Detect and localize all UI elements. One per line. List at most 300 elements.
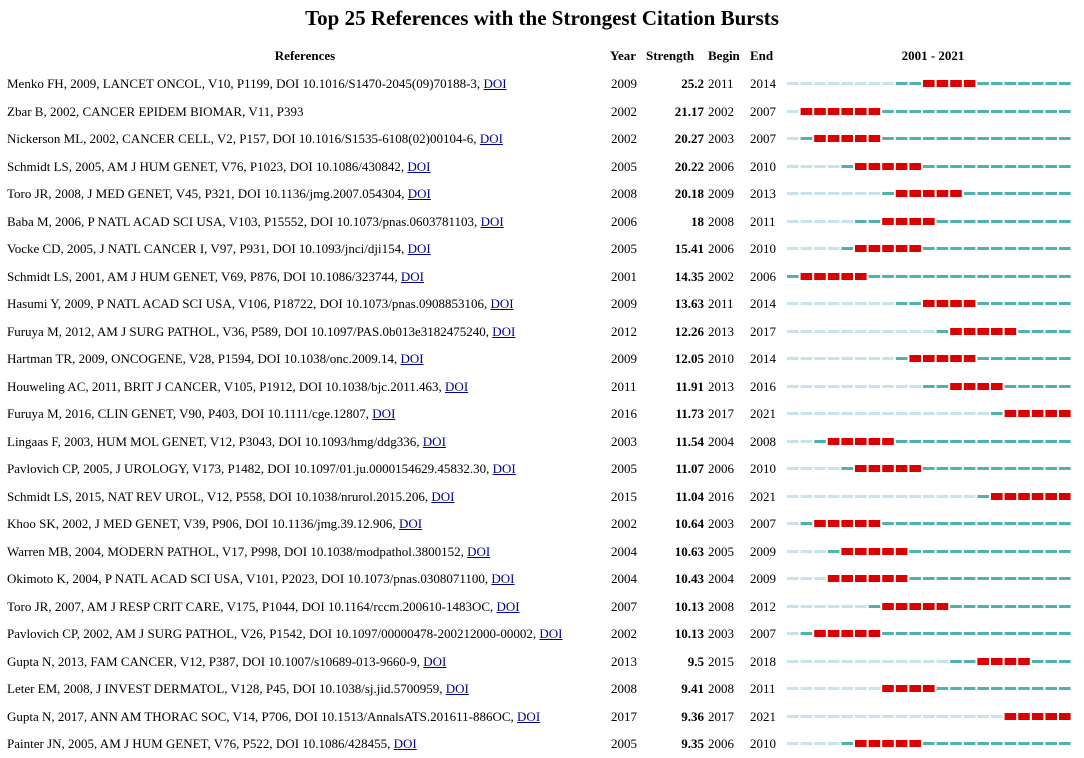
active-segment: [937, 742, 949, 745]
end-cell: 2021: [750, 406, 776, 421]
pre-publication-segment: [841, 220, 853, 223]
active-segment: [964, 247, 976, 250]
doi-link[interactable]: DOI: [445, 378, 469, 394]
strength-cell: 10.13: [674, 598, 704, 614]
active-segment: [923, 577, 935, 580]
burst-timeline: [787, 404, 1075, 424]
pre-publication-segment: [814, 577, 826, 580]
pre-publication-segment: [787, 385, 799, 388]
active-segment: [923, 522, 935, 525]
pre-publication-segment: [841, 660, 853, 663]
active-segment: [1005, 385, 1017, 388]
pre-publication-segment: [869, 357, 881, 360]
pre-publication-segment: [814, 660, 826, 663]
burst-segment: [869, 163, 881, 170]
strength-cell: 10.13: [674, 626, 704, 641]
strength-cell: 20.18: [674, 186, 704, 201]
end-cell: 2021: [750, 708, 776, 724]
table-row: [0, 98, 1084, 126]
doi-link[interactable]: DOI: [445, 681, 469, 696]
active-segment: [950, 660, 962, 663]
year-cell: 2008: [611, 681, 637, 696]
pre-publication-segment: [814, 165, 826, 168]
active-segment: [991, 440, 1003, 443]
active-segment: [991, 687, 1003, 690]
burst-segment: [896, 218, 908, 225]
pre-publication-segment: [814, 192, 826, 195]
reference-text: Okimoto K, 2004, P NATL ACAD SCI USA, V101, P2023, DOI 10.1073/pnas.0308071100, DOI: [7, 571, 515, 586]
pre-publication-segment: [869, 330, 881, 333]
begin-cell: 2004: [708, 433, 734, 449]
active-segment: [1059, 137, 1071, 140]
active-segment: [977, 605, 989, 608]
burst-timeline: [787, 679, 1075, 699]
active-segment: [1059, 742, 1071, 745]
reference-text: Schmidt LS, 2001, AM J HUM GENET, V69, P876, DOI 10.1086/323744, DOI: [7, 268, 424, 284]
burst-segment: [869, 108, 881, 115]
burst-segment: [1005, 493, 1017, 500]
active-segment: [950, 742, 962, 745]
pre-publication-segment: [882, 330, 894, 333]
active-segment: [828, 550, 840, 553]
pre-publication-segment: [787, 522, 799, 525]
burst-segment: [1045, 410, 1057, 417]
begin-cell: 2015: [708, 653, 734, 669]
active-segment: [1045, 165, 1057, 168]
pre-publication-segment: [950, 495, 962, 498]
strength-cell: 11.91: [675, 378, 704, 394]
pre-publication-segment: [801, 715, 813, 718]
burst-segment: [882, 245, 894, 252]
active-segment: [937, 522, 949, 525]
end-cell: 2016: [750, 378, 776, 394]
doi-link[interactable]: DOI: [407, 158, 431, 174]
burst-segment: [841, 520, 853, 527]
active-segment: [950, 467, 962, 470]
pre-publication-segment: [828, 605, 840, 608]
begin-cell: 2017: [708, 708, 734, 724]
active-segment: [1032, 357, 1044, 360]
table-row: [0, 648, 1084, 676]
active-segment: [950, 632, 962, 635]
doi-link[interactable]: DOI: [480, 213, 504, 229]
active-segment: [909, 550, 921, 553]
active-segment: [841, 467, 853, 470]
strength-cell: 12.26: [674, 323, 704, 339]
pre-publication-segment: [855, 357, 867, 360]
doi-link[interactable]: DOI: [491, 571, 515, 586]
burst-segment: [828, 273, 840, 280]
burst-timeline: [787, 707, 1075, 727]
pre-publication-segment: [869, 660, 881, 663]
active-segment: [1005, 605, 1017, 608]
active-segment: [1059, 440, 1071, 443]
pre-publication-segment: [855, 302, 867, 305]
doi-link[interactable]: DOI: [423, 653, 447, 669]
year-cell: 2016: [611, 406, 637, 421]
burst-segment: [882, 603, 894, 610]
doi-link[interactable]: DOI: [539, 626, 563, 641]
table-row: [0, 180, 1084, 208]
burst-segment: [991, 328, 1003, 335]
pre-publication-segment: [855, 330, 867, 333]
pre-publication-segment: [828, 165, 840, 168]
table-row: [0, 593, 1084, 621]
active-segment: [991, 220, 1003, 223]
burst-segment: [841, 630, 853, 637]
active-segment: [964, 192, 976, 195]
doi-link[interactable]: DOI: [398, 516, 423, 531]
active-segment: [991, 82, 1003, 85]
active-segment: [964, 605, 976, 608]
reference-text: Toro JR, 2007, AM J RESP CRIT CARE, V175, P1044, DOI 10.1164/rccm.200610-1483OC, DOI: [7, 598, 520, 614]
burst-timeline: [787, 239, 1075, 259]
doi-link[interactable]: DOI: [496, 598, 520, 614]
burst-segment: [1059, 713, 1071, 720]
burst-segment: [937, 190, 949, 197]
begin-cell: 2005: [708, 543, 734, 559]
end-cell: 2007: [750, 626, 776, 641]
burst-segment: [814, 630, 826, 637]
burst-segment: [991, 383, 1003, 390]
pre-publication-segment: [828, 192, 840, 195]
pre-publication-segment: [801, 495, 813, 498]
burst-segment: [923, 190, 935, 197]
active-segment: [923, 440, 935, 443]
pre-publication-segment: [787, 715, 799, 718]
pre-publication-segment: [801, 192, 813, 195]
reference-text: Pavlovich CP, 2002, AM J SURG PATHOL, V26, P1542, DOI 10.1097/00000478-200212000-00002, DOI: [7, 626, 563, 641]
active-segment: [1018, 440, 1030, 443]
active-segment: [1005, 467, 1017, 470]
pre-publication-segment: [814, 82, 826, 85]
pre-publication-segment: [828, 660, 840, 663]
active-segment: [1032, 440, 1044, 443]
burst-segment: [896, 163, 908, 170]
active-segment: [1045, 385, 1057, 388]
pre-publication-segment: [909, 412, 921, 415]
pre-publication-segment: [814, 605, 826, 608]
active-segment: [1018, 687, 1030, 690]
begin-cell: 2002: [708, 268, 734, 284]
end-cell: 2009: [750, 543, 776, 559]
pre-publication-segment: [801, 687, 813, 690]
burst-segment: [801, 108, 813, 115]
reference-text: Khoo SK, 2002, J MED GENET, V39, P906, DOI 10.1136/jmg.39.12.906, DOI: [7, 516, 423, 531]
active-segment: [1045, 660, 1057, 663]
pre-publication-segment: [801, 220, 813, 223]
end-cell: 2018: [750, 653, 776, 669]
burst-segment: [855, 740, 867, 747]
active-segment: [841, 165, 853, 168]
pre-publication-segment: [977, 715, 989, 718]
active-segment: [937, 440, 949, 443]
begin-cell: 2003: [708, 131, 734, 146]
doi-link[interactable]: DOI: [479, 131, 503, 146]
active-segment: [1005, 742, 1017, 745]
reference-text: Gupta N, 2013, FAM CANCER, V12, P387, DOI 10.1007/s10689-013-9660-9, DOI: [7, 653, 447, 669]
reference-text: Hasumi Y, 2009, P NATL ACAD SCI USA, V106, P18722, DOI 10.1073/pnas.0908853106, DOI: [7, 296, 514, 311]
burst-segment: [1045, 713, 1057, 720]
active-segment: [909, 302, 921, 305]
begin-cell: 2006: [708, 241, 734, 256]
pre-publication-segment: [977, 412, 989, 415]
burst-segment: [937, 80, 949, 87]
pre-publication-segment: [801, 385, 813, 388]
active-segment: [964, 275, 976, 278]
table-row: [0, 125, 1084, 153]
active-segment: [950, 605, 962, 608]
active-segment: [1018, 522, 1030, 525]
active-segment: [841, 247, 853, 250]
burst-segment: [909, 163, 921, 170]
burst-timeline: [787, 129, 1075, 149]
begin-cell: 2010: [708, 351, 734, 366]
active-segment: [1005, 577, 1017, 580]
doi-link[interactable]: DOI: [400, 351, 424, 366]
header-end: End: [750, 48, 774, 63]
table-row: [0, 538, 1084, 566]
pre-publication-segment: [896, 495, 908, 498]
table-row: [0, 483, 1084, 511]
doi-link[interactable]: DOI: [407, 241, 431, 256]
pre-publication-segment: [828, 82, 840, 85]
active-segment: [991, 247, 1003, 250]
active-segment: [977, 467, 989, 470]
pre-publication-segment: [814, 302, 826, 305]
pre-publication-segment: [841, 330, 853, 333]
burst-segment: [1005, 410, 1017, 417]
burst-segment: [855, 630, 867, 637]
reference-text: Leter EM, 2008, J INVEST DERMATOL, V128, P45, DOI 10.1038/sj.jid.5700959, DOI: [7, 681, 469, 696]
burst-segment: [1018, 658, 1030, 665]
pre-publication-segment: [923, 330, 935, 333]
pre-publication-segment: [814, 385, 826, 388]
pre-publication-segment: [937, 495, 949, 498]
doi-link[interactable]: DOI: [492, 323, 516, 339]
pre-publication-segment: [787, 632, 799, 635]
pre-publication-segment: [828, 412, 840, 415]
active-segment: [1059, 467, 1071, 470]
active-segment: [841, 742, 853, 745]
reference-text: Lingaas F, 2003, HUM MOL GENET, V12, P3043, DOI 10.1093/hmg/ddg336, DOI: [7, 433, 446, 449]
doi-link[interactable]: DOI: [483, 76, 507, 91]
end-cell: 2007: [750, 516, 776, 531]
pre-publication-segment: [923, 412, 935, 415]
begin-cell: 2006: [708, 158, 734, 174]
pre-publication-segment: [801, 660, 813, 663]
active-segment: [937, 577, 949, 580]
pre-publication-segment: [855, 687, 867, 690]
pre-publication-segment: [814, 412, 826, 415]
active-segment: [1045, 742, 1057, 745]
year-cell: 2003: [611, 433, 637, 449]
strength-cell: 10.64: [674, 516, 704, 531]
strength-cell: 9.35: [681, 736, 704, 751]
burst-timeline: [787, 652, 1075, 672]
active-segment: [869, 605, 881, 608]
burst-segment: [1018, 493, 1030, 500]
doi-link[interactable]: DOI: [492, 461, 516, 476]
active-segment: [1059, 687, 1071, 690]
year-cell: 2004: [611, 571, 637, 586]
active-segment: [977, 82, 989, 85]
active-segment: [882, 110, 894, 113]
active-segment: [1059, 522, 1071, 525]
pre-publication-segment: [937, 715, 949, 718]
burst-timeline: [787, 212, 1075, 232]
end-cell: 2009: [750, 571, 776, 586]
active-segment: [923, 742, 935, 745]
strength-cell: 14.35: [674, 268, 704, 284]
pre-publication-segment: [882, 495, 894, 498]
active-segment: [1005, 302, 1017, 305]
active-segment: [801, 137, 813, 140]
active-segment: [923, 165, 935, 168]
pre-publication-segment: [882, 715, 894, 718]
pre-publication-segment: [787, 687, 799, 690]
active-segment: [909, 110, 921, 113]
doi-link[interactable]: DOI: [372, 406, 396, 421]
pre-publication-segment: [869, 385, 881, 388]
pre-publication-segment: [923, 495, 935, 498]
doi-link[interactable]: DOI: [467, 543, 491, 559]
active-segment: [950, 137, 962, 140]
pre-publication-segment: [841, 82, 853, 85]
active-segment: [1032, 165, 1044, 168]
burst-segment: [896, 190, 908, 197]
active-segment: [1018, 330, 1030, 333]
burst-segment: [964, 80, 976, 87]
active-segment: [1045, 440, 1057, 443]
active-segment: [977, 165, 989, 168]
active-segment: [1005, 275, 1017, 278]
table-row: [0, 153, 1084, 181]
active-segment: [909, 522, 921, 525]
doi-link[interactable]: DOI: [400, 268, 424, 284]
active-segment: [1059, 192, 1071, 195]
year-cell: 2005: [611, 736, 637, 751]
burst-segment: [950, 190, 962, 197]
doi-link[interactable]: DOI: [407, 186, 431, 201]
active-segment: [1032, 247, 1044, 250]
active-segment: [991, 302, 1003, 305]
end-cell: 2010: [750, 241, 776, 256]
active-segment: [1059, 165, 1071, 168]
pre-publication-segment: [882, 412, 894, 415]
pre-publication-segment: [896, 715, 908, 718]
burst-segment: [814, 108, 826, 115]
active-segment: [1045, 467, 1057, 470]
pre-publication-segment: [869, 687, 881, 690]
burst-timeline: [787, 157, 1075, 177]
pre-publication-segment: [828, 385, 840, 388]
pre-publication-segment: [787, 495, 799, 498]
reference-text: Warren MB, 2004, MODERN PATHOL, V17, P998, DOI 10.1038/modpathol.3800152, DOI: [7, 543, 491, 559]
burst-segment: [1032, 410, 1044, 417]
active-segment: [991, 357, 1003, 360]
pre-publication-segment: [909, 715, 921, 718]
burst-segment: [950, 383, 962, 390]
burst-segment: [882, 740, 894, 747]
pre-publication-segment: [855, 605, 867, 608]
pre-publication-segment: [896, 385, 908, 388]
active-segment: [1059, 632, 1071, 635]
pre-publication-segment: [855, 82, 867, 85]
active-segment: [814, 440, 826, 443]
reference-text: Furuya M, 2016, CLIN GENET, V90, P403, DOI 10.1111/cge.12807, DOI: [7, 406, 396, 421]
burst-segment: [828, 575, 840, 582]
pre-publication-segment: [814, 550, 826, 553]
burst-segment: [977, 658, 989, 665]
pre-publication-segment: [869, 82, 881, 85]
doi-link[interactable]: DOI: [422, 433, 446, 449]
doi-link[interactable]: DOI: [393, 736, 417, 751]
burst-segment: [923, 685, 935, 692]
table-row: [0, 318, 1084, 346]
year-cell: 2015: [611, 488, 637, 504]
pre-publication-segment: [787, 467, 799, 470]
header-year: Year: [610, 48, 636, 63]
end-cell: 2007: [750, 103, 776, 119]
doi-link[interactable]: DOI: [431, 488, 455, 504]
active-segment: [896, 275, 908, 278]
active-segment: [1005, 247, 1017, 250]
reference-text: Schmidt LS, 2015, NAT REV UROL, V12, P558, DOI 10.1038/nrurol.2015.206, DOI: [7, 488, 455, 504]
reference-text: Menko FH, 2009, LANCET ONCOL, V10, P1199, DOI 10.1016/S1470-2045(09)70188-3, DOI: [7, 76, 507, 91]
strength-cell: 25.2: [681, 76, 704, 91]
burst-segment: [909, 465, 921, 472]
burst-segment: [937, 355, 949, 362]
active-segment: [964, 110, 976, 113]
table-row: [0, 290, 1084, 318]
pre-publication-segment: [896, 330, 908, 333]
burst-segment: [869, 438, 881, 445]
burst-segment: [869, 548, 881, 555]
reference-text: Nickerson ML, 2002, CANCER CELL, V2, P157, DOI 10.1016/S1535-6108(02)00104-6, DOI: [7, 131, 503, 146]
active-segment: [1018, 302, 1030, 305]
end-cell: 2010: [750, 736, 776, 751]
active-segment: [937, 687, 949, 690]
pre-publication-segment: [964, 495, 976, 498]
end-cell: 2017: [750, 323, 776, 339]
active-segment: [787, 275, 799, 278]
begin-cell: 2017: [708, 406, 734, 421]
burst-segment: [1032, 713, 1044, 720]
active-segment: [1059, 385, 1071, 388]
year-cell: 2009: [611, 76, 637, 91]
burst-segment: [814, 135, 826, 142]
active-segment: [1032, 522, 1044, 525]
burst-segment: [882, 465, 894, 472]
doi-link[interactable]: DOI: [517, 708, 541, 724]
doi-link[interactable]: DOI: [490, 296, 514, 311]
active-segment: [1032, 605, 1044, 608]
active-segment: [977, 577, 989, 580]
active-segment: [937, 137, 949, 140]
active-segment: [896, 632, 908, 635]
begin-cell: 2011: [708, 76, 734, 91]
year-cell: 2008: [611, 186, 637, 201]
reference-text: Houweling AC, 2011, BRIT J CANCER, V105, P1912, DOI 10.1038/bjc.2011.463, DOI: [7, 378, 469, 394]
active-segment: [977, 550, 989, 553]
pre-publication-segment: [801, 357, 813, 360]
active-segment: [1045, 522, 1057, 525]
burst-segment: [855, 438, 867, 445]
active-segment: [977, 742, 989, 745]
burst-segment: [923, 603, 935, 610]
active-segment: [909, 632, 921, 635]
